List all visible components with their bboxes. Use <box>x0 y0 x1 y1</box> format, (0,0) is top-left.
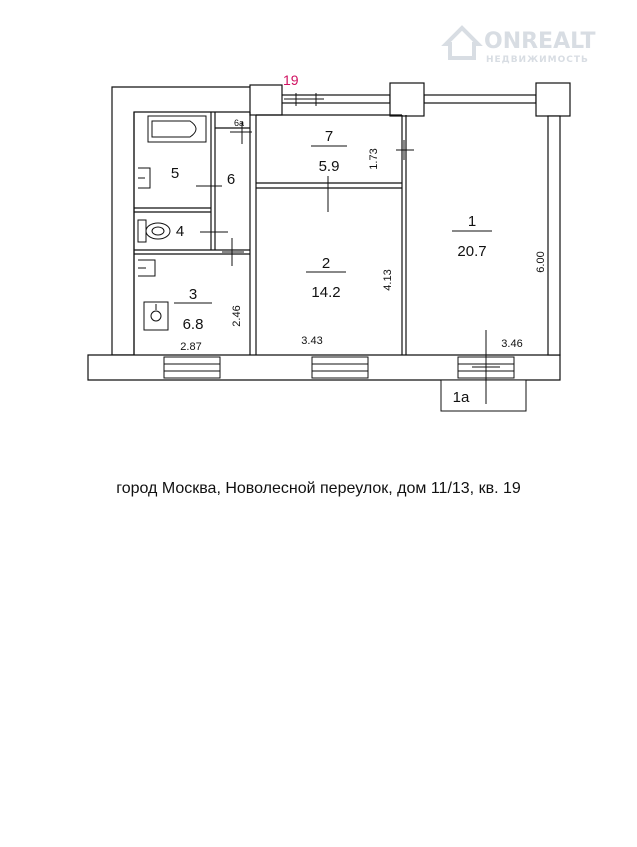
room-7-number: 7 <box>324 128 334 145</box>
room-4-number: 4 <box>175 223 185 240</box>
sink-kitchen <box>138 260 155 276</box>
balcony-number: 1а <box>452 389 470 406</box>
room-6a-number: 6а <box>233 118 245 128</box>
room-2-area: 14.2 <box>311 284 341 301</box>
room-2-number: 2 <box>321 255 331 272</box>
room-3-area: 6.8 <box>182 316 204 333</box>
room-5-number: 5 <box>170 165 180 182</box>
dimension-room-1-width: 3.46 <box>501 338 523 350</box>
dimension-room-1-depth: 6.00 <box>535 251 547 273</box>
dimension-room-3-width: 2.87 <box>180 341 202 353</box>
bathtub <box>148 116 206 142</box>
room-1-area: 20.7 <box>457 243 487 260</box>
dimension-room-2-depth: 4.13 <box>382 269 394 291</box>
stove <box>144 302 168 330</box>
dimension-room-2-width: 3.43 <box>301 335 323 347</box>
watermark-subtitle: НЕДВИЖИМОСТЬ <box>486 55 589 65</box>
apartment-number: 19 <box>283 72 299 88</box>
room-7-area: 5.9 <box>318 158 340 175</box>
dimension-room-3-depth: 2.46 <box>231 305 243 327</box>
toilet <box>138 220 170 242</box>
watermark-logo <box>446 28 596 65</box>
watermark-brand: ONREALT <box>484 29 596 54</box>
dimension-room-7-depth: 1.73 <box>368 148 380 170</box>
window-room-2 <box>312 357 368 378</box>
windows <box>164 357 514 378</box>
address-caption: город Москва, Новолесной переулок, дом 11/13, кв. 19 <box>116 480 521 497</box>
window-room-3 <box>164 357 220 378</box>
house-icon <box>446 28 478 58</box>
interior-walls <box>134 112 406 355</box>
room-6-number: 6 <box>226 171 236 188</box>
room-1-number: 1 <box>467 213 477 230</box>
sink-bath <box>138 168 150 188</box>
room-3-number: 3 <box>188 286 198 303</box>
